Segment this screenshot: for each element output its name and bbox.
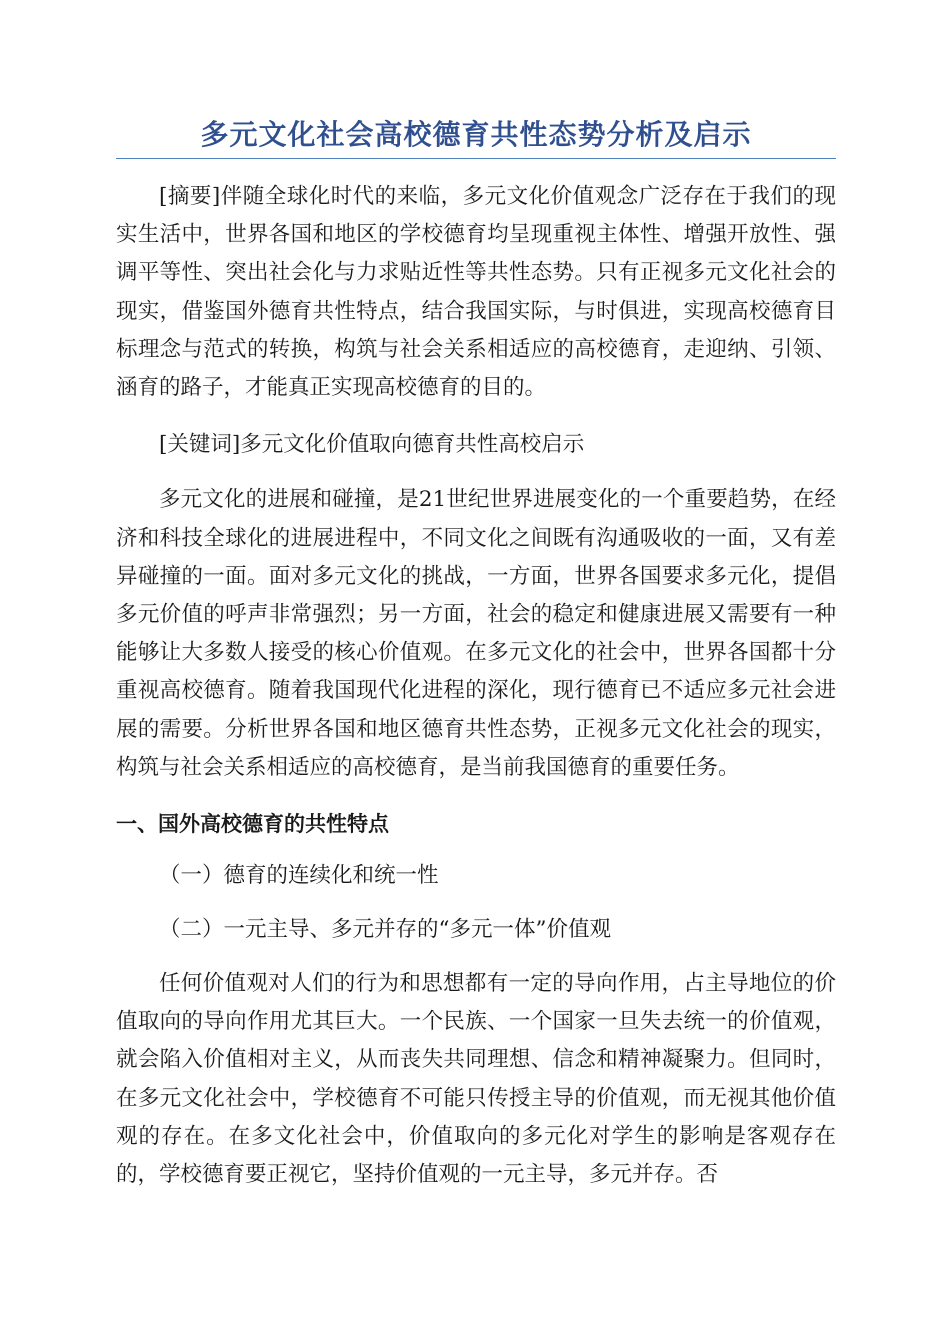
abstract-paragraph: [摘要]伴随全球化时代的来临，多元文化价值观念广泛存在于我们的现实生活中，世界各国和地区的学校德育均呈现重视主体性、增强开放性、强调平等性、突出社会化与力求贴近性等共性态势。只有正视多元文化社会的现实，借鉴国外德育共性特点，结合我国实际，与时俱进，实现高校德育目标理念与范式的转换，构筑与社会关系相适应的高校德育，走迎纳、引领、涵育的路子，才能真正实现高校德育的目的。 (116, 184, 836, 401)
section-heading: 一、国外高校德育的共性特点 (116, 812, 389, 837)
values-paragraph: 任何价值观对人们的行为和思想都有一定的导向作用，占主导地位的价值取向的导向作用尤其巨大。一个民族、一个国家一旦失去统一的价值观，就会陷入价值相对主义，从而丧失共同理想、信念和精神凝聚力。但同时，在多元文化社会中，学校德育不可能只传授主导的价值观，而无视其他价值观的存在。在多文化社会中，价值取向的多元化对学生的影响是客观存在的，学校德育要正视它，坚持价值观的一元主导，多元并存。否 (116, 971, 836, 1188)
document-title: 多元文化社会高校德育共性态势分析及启示 (116, 118, 836, 159)
document-page (116, 0, 836, 1194)
subsection-heading-2: （二）一元主导、多元并存的“多元一体”价值观 (159, 917, 611, 943)
subsection-heading-1: （一）德育的连续化和统一性 (159, 863, 439, 889)
intro-paragraph: 多元文化的进展和碰撞，是21世纪世界进展变化的一个重要趋势，在经济和科技全球化的进展进程中，不同文化之间既有沟通吸收的一面，又有差异碰撞的一面。面对多元文化的挑战，一方面，世界各国要求多元化，提倡多元价值的呼声非常强烈；另一方面，社会的稳定和健康进展又需要有一种能够让大多数人接受的核心价值观。在多元文化的社会中，世界各国都十分重视高校德育。随着我国现代化进程的深化，现行德育已不适应多元社会进展的需要。分析世界各国和地区德育共性态势，正视多元文化社会的现实，构筑与社会关系相适应的高校德育，是当前我国德育的重要任务。 (116, 487, 836, 780)
keywords-paragraph: [关键词]多元文化价值取向德育共性高校启示 (159, 432, 585, 458)
